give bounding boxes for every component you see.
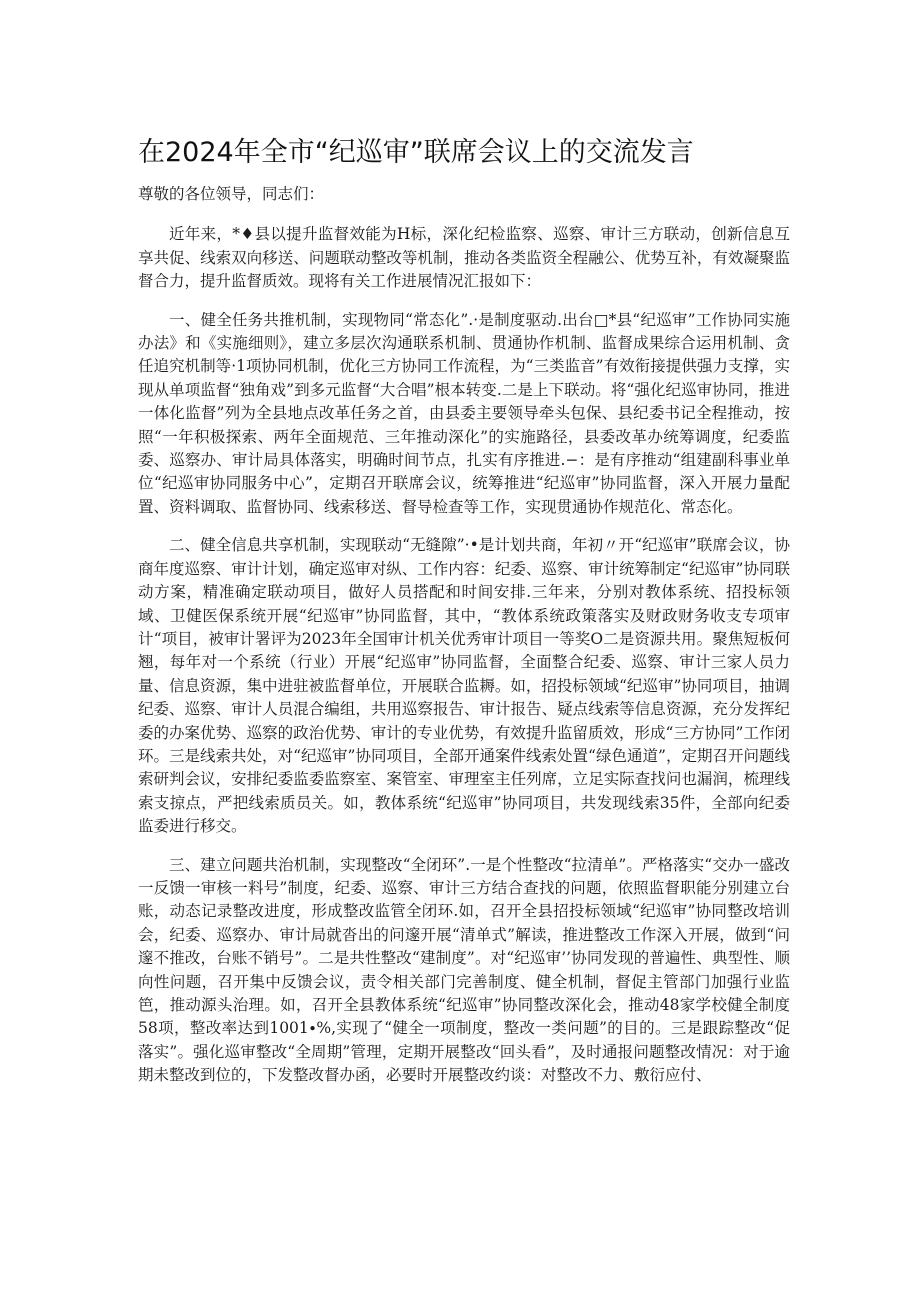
paragraph-intro: 近年来，*♦县以提升监督效能为H标，深化纪检监察、巡察、审计三方联动，创新信息互享共促、线索双向移送、问题联动整改等机制，推动各类监资全程融公、优势互补，有效凝聚监督合力，提升监督质效。现将有关工作进展情况汇报如下： bbox=[138, 225, 790, 291]
salutation: 尊敬的各位领导，同志们： bbox=[138, 185, 325, 203]
document-title: 在2024年全市“纪巡审”联席会议上的交流发言 bbox=[138, 137, 694, 168]
paragraph-section-1: 一、健全任务共推机制，实现物同“常态化”.·是制度驱动.出台□*县“纪巡审”工作协同实施办法》和《实施细则》，建立多层次沟通联系机制、贯通协作机制、监督成果综合运用机制、贪任追究机制等·1项协同机制，优化三方协同工作流程，为“三类监音”有效衔接提供强力支撑，实现从单项监督“独角戏”到多元监督“大合唱”根本转变.二是上下联动。将“强化纪巡审协同，推进一体化监督”列为全县地点改革任务之首，由县委主要领导牵头包保、县纪委书记全程推动，按照“一年积极探索、两年全面规范、三年推动深化”的实施路径，县委改革办统筹调度，纪委监委、巡察办、审计局具体落实，明确时间节点，扎实有序推进.−：是有序推动“组建副科事业单位“纪巡审协同服务中心”，定期召开联席会议，统筹推进“纪巡审”协同监督，深入开展力量配置、资料调取、监督协同、线索移送、督导检查等工作，实现贯通协作规范化、常态化。 bbox=[138, 310, 790, 516]
paragraph-section-3: 三、建立问题共治机制，实现整改“全闭环”.一是个性整改“拉清单”。严格落实“交办一盛改一反馈一审核一料号”制度，纪委、巡察、审计三方结合查找的问题，依照监督职能分别建立台账，动态记录整改进度，形成整改监管全闭环.如，召开全县招投标领域“纪巡审”协同整改培训会，纪委、巡察办、审计局就沓出的问邃开展“清单式”解读，推进整改工作深入开展，做到“问邃不推改，台账不销号”。二是共性整改“建制度”。对“纪巡审’’协同发现的普遍性、典型性、顺向性问题，召开集中反馈会议，责令相关部门完善制度、健全机制，督促主管部门加强行业监笆，推动源头治理。如，召开全县教体系统“纪巡审”协同整改深化会，推动48家学校健全制度58项，整改率达到1001∙%,实现了“健全一项制度，整改一类问题”的目的。三是跟踪整改“促落实”。强化巡审整改“全周期”管理，定期开展整改“回头看”，及时通报问题整改情况：对于逾期未整改到位的，下发整改督办函，必要时开展整改约谈：对整改不力、敷衍应付、 bbox=[138, 855, 790, 1085]
paragraph-section-2: 二、健全信息共享机制，实现联动“无缝隙”·•是计划共商，年初〃开“纪巡审”联席会议，协商年度巡察、审计计划，确定巡审对纵、工作内容：纪委、巡察、审计统筹制定“纪巡审”协同联动方案，精准确定联动项目，做好人员搭配和时间安排.三年来，分别对教体系统、招投标领域、卫健医保系统开展“纪巡审”协同监督，其中，“教体系统政策落实及财政财务收支专项审计“项目，被审计署评为2023年全国审计机关优秀审计项目一等奖O二是资源共用。聚焦短板何翘，每年对一个系统（行业）开展“纪巡审”协同监督，全面整合纪委、巡察、审计三家人员力量、信息资源，集中进驻被监督单位，开展联合监耨。如，招投标领域“纪巡审”协同项目，抽调纪委、巡察、审计人员混合编组，共用巡察报告、审计报告、疑点线索等信息资源，充分发挥纪委的办案优势、巡察的政治优势、审计的专业优势，有效提升监留质效，形成“三方协同”工作闭环。三是线索共处，对“纪巡审”协同项目，全部开通案件线索处置“绿色通道”，定期召开问题线索研判会议，安排纪委监委监察室、案管室、审理室主任列席，立足实际查找问也漏润，梳理线索支掠点，严把线索质员关。如，教体系统“纪巡审”协同项目，共发现线索35件，全部向纪委监委进行移交。 bbox=[138, 536, 790, 836]
document-body bbox=[138, 183, 790, 1103]
